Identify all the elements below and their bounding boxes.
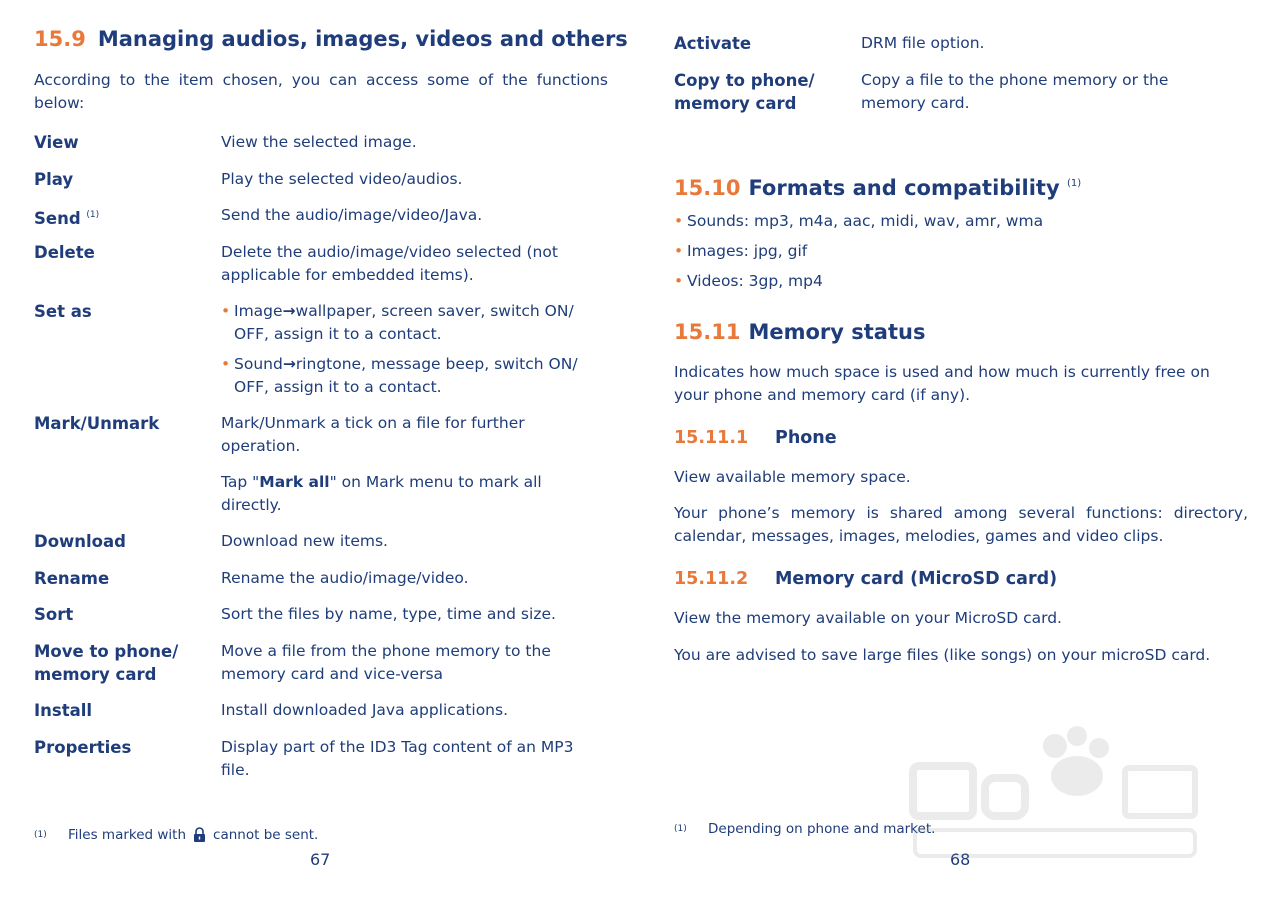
list-item: Activate DRM file option. <box>674 34 985 53</box>
right-page <box>674 0 1248 909</box>
list-item: Play Play the selected video/audios. <box>34 170 463 189</box>
list-item: Rename Rename the audio/image/video. <box>34 569 469 588</box>
left-page <box>34 0 628 909</box>
list-item: Properties Display part of the ID3 Tag content of an MP3 file. <box>34 738 574 779</box>
bullet-icon: • <box>674 242 684 260</box>
memory-status-text: Indicates how much space is used and how much is currently free on your phone and memory card (if any). <box>674 363 1210 404</box>
footnote: (1) Depending on phone and market. <box>674 821 936 837</box>
list-item: Send $^{(1)}$ Send the audio/image/video/Java. <box>34 206 483 228</box>
list-item: Mark/Unmark Mark/Unmark a tick on a file for further operation. Tap "Mark all" on Mark menu to mark all directly. <box>34 414 542 514</box>
intro-text: According to the item chosen, you can access some of the functions below: <box>34 71 608 112</box>
list-item: Install Install downloaded Java applications. <box>34 701 509 720</box>
section-heading-15-10: 15.10 Formats and compatibility $^{(1)}$ <box>674 176 1082 200</box>
arrow-right-icon: → <box>282 302 296 320</box>
list-item: Set as • Image→wallpaper, screen saver, switch ON/ OFF, assign it to a contact. • Sound→ringtone, message beep, switch ON/ OFF, assign it to a contact. <box>34 300 608 399</box>
subsection-heading-15-11-1: 15.11.1 Phone <box>674 428 837 448</box>
section-heading-15-11: 15.11 Memory status <box>674 320 926 344</box>
subsection-heading-15-11-2: 15.11.2 Memory card (MicroSD card) <box>674 569 1058 589</box>
section-heading-15-9: 15.9 Managing audios, images, videos and others <box>34 27 628 51</box>
bullet-item: • Image→wallpaper, screen saver, switch ON/ OFF, assign it to a contact. <box>221 300 588 346</box>
phone-text-2: Your phone’s memory is shared among several functions: directory, calendar, messages, images, melodies, games and video clips. <box>674 504 1248 545</box>
bullet-item: • Videos: 3gp, mp4 <box>674 270 1043 293</box>
page-number: 68 <box>950 850 971 869</box>
bullet-icon: • <box>221 302 231 320</box>
page-number: 67 <box>310 850 331 869</box>
bullet-icon: • <box>221 355 231 373</box>
bullet-icon: • <box>674 212 684 230</box>
bullet-icon: • <box>674 272 684 290</box>
list-item: Sort Sort the files by name, type, time and size. <box>34 605 556 624</box>
card-text-1: View the memory available on your MicroSD card. <box>674 609 1062 627</box>
list-item: Download Download new items. <box>34 532 388 551</box>
card-text-2: You are advised to save large files (like songs) on your microSD card. <box>674 646 1211 664</box>
formats-list <box>674 210 1043 293</box>
list-item: Copy to phone/ memory card Copy a file to the phone memory or the memory card. <box>674 71 1169 113</box>
list-item: Move to phone/ memory card Move a file from the phone memory to the memory card and vice-versa <box>34 642 551 684</box>
arrow-right-icon: → <box>282 355 296 373</box>
list-item: Delete Delete the audio/image/video selected (not applicable for embedded items). <box>34 243 558 284</box>
bullet-item: • Sounds: mp3, m4a, aac, midi, wav, amr, wma <box>674 210 1043 233</box>
bullet-item: • Images: jpg, gif <box>674 240 1043 263</box>
lock-icon <box>192 827 207 843</box>
bullet-item: • Sound→ringtone, message beep, switch ON/ OFF, assign it to a contact. <box>221 353 588 399</box>
list-item: View View the selected image. <box>34 133 417 152</box>
footnote: (1) Files marked with cannot be sent. <box>34 827 319 843</box>
phone-text-1: View available memory space. <box>674 468 911 486</box>
